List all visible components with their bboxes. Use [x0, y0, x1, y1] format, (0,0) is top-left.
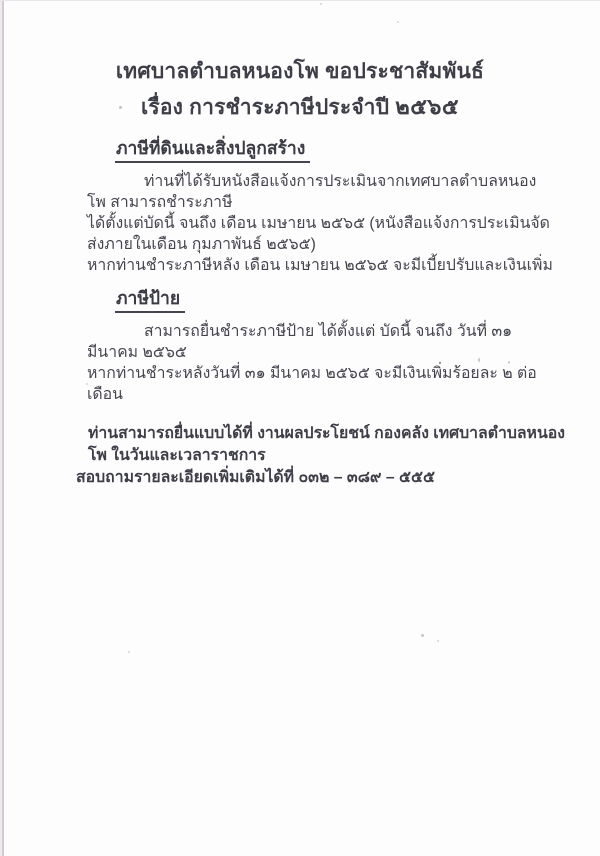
scan-speck [437, 640, 439, 642]
paragraph-line: หากท่านชำระภาษีหลัง เดือน เมษายน ๒๕๖๕ จะมีเบี้ยปรับและเงินเพิ่ม [87, 257, 553, 274]
paragraph-line: ท่านที่ได้รับหนังสือแจ้งการประเมินจากเทศบาลตำบลหนองโพ สามารถชำระภาษี [87, 173, 537, 211]
contact-info [76, 423, 572, 489]
title-line-1: เทศบาลตำบลหนองโพ ขอประชาสัมพันธ์ [115, 60, 485, 83]
title-line-2 [0, 89, 600, 125]
section-heading-land-building-tax: ภาษีที่ดินและสิ่งปลูกสร้าง [115, 137, 310, 163]
section-land-building-tax [87, 137, 554, 276]
contact-prefix: สอบถามรายละเอียดเพิ่มเติมได้ที่ [76, 469, 295, 486]
submission-location-line: ท่านสามารถยื่นแบบได้ที่ งานผลประโยชน์ กองคลัง เทศบาลตำบลหนองโพ ในวันและเวลาราชการ [88, 425, 565, 464]
section-heading-signboard-tax: ภาษีป้าย [115, 287, 185, 313]
signboard-tax-paragraph [87, 321, 554, 405]
title-year: ๒๕๖๕ [395, 94, 459, 119]
paragraph-line: สามารถยื่นชำระภาษีป้าย ได้ตั้งแต่ บัดนี้ จนถึง วันที่ ๓๑ มีนาคม ๒๕๖๕ [87, 323, 513, 361]
land-building-tax-paragraph [87, 171, 554, 276]
document-title [0, 54, 600, 125]
scan-speck [421, 634, 424, 637]
phone-number: ๐๓๒ – ๓๘๙ – ๕๕๕ [298, 469, 435, 486]
scan-speck [128, 651, 130, 653]
paragraph-line: ได้ตั้งแต่บัดนี้ จนถึง เดือน เมษายน ๒๕๖๕ (หนังสือแจ้งการประเมินจัดส่งภายในเดือน กุมภาพันธ์ ๒๕๖๕) [87, 215, 550, 253]
title-subject-text: เรื่อง การชำระภาษีประจำปี [141, 96, 390, 119]
section-signboard-tax [87, 287, 554, 405]
contact-phone-line [76, 467, 572, 489]
paragraph-line: หากท่านชำระหลังวันที่ ๓๑ มีนาคม ๒๕๖๕ จะมีเงินเพิ่มร้อยละ ๒ ต่อเดือน [87, 365, 537, 403]
